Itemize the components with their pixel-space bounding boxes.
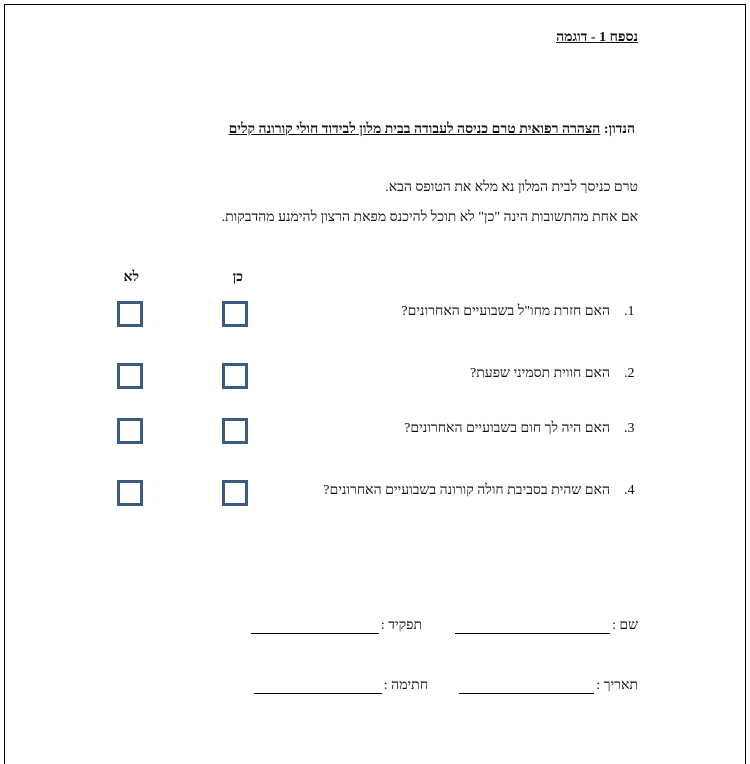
no-checkbox-1[interactable] [117,301,143,327]
date-label: תאריך : [596,678,638,693]
question-text: האם חווית תסמיני שפעת? [470,366,610,381]
question-number: 4. [624,483,635,498]
question-3 [404,421,638,437]
yes-checkbox-3[interactable] [222,418,248,444]
subject-label: הנדון: [603,122,635,137]
yes-checkbox-4[interactable] [222,480,248,506]
no-checkbox-2[interactable] [117,363,143,389]
intro-line-2: אם אחת מהתשובות הינה "כן" לא תוכל להיכנס מפאת הרצון להימנע מהדבקות. [221,210,638,225]
yes-checkbox-2[interactable] [222,363,248,389]
date-field [459,678,638,694]
question-2 [470,366,638,382]
role-field [251,618,422,634]
question-text: האם היה לך חום בשבועיים האחרונים? [404,421,610,436]
question-number: 1. [624,304,635,319]
subject-line [229,122,635,138]
date-input-line[interactable] [459,679,594,694]
question-text: האם שהית בסביבת חולה קורונה בשבועיים האחרונים? [323,483,610,498]
question-1 [401,304,638,320]
role-input-line[interactable] [251,619,379,634]
yes-checkbox-1[interactable] [222,301,248,327]
document-page [4,4,746,764]
signature-label: חתימה : [383,678,428,693]
name-label: שם : [611,618,638,633]
appendix-title: נספח 1 - דוגמה [556,30,638,45]
no-checkbox-3[interactable] [117,418,143,444]
role-label: תפקיד : [380,618,422,633]
name-field [455,618,638,634]
subject-text: הצהרה רפואית טרם כניסה לעבודה בבית מלון לבידוד חולי קורונה קלים [228,122,601,137]
signature-input-line[interactable] [254,679,382,694]
name-input-line[interactable] [455,619,610,634]
question-number: 2. [624,366,635,381]
column-header-no: לא [123,270,139,285]
question-4 [323,483,638,499]
question-text: האם חזרת מחו"ל בשבועיים האחרונים? [401,304,610,319]
column-header-yes: כן [232,270,243,285]
intro-line-1: טרם כניסך לבית המלון נא מלא את הטופס הבא. [385,180,638,195]
signature-field [254,678,428,694]
question-number: 3. [624,421,635,436]
no-checkbox-4[interactable] [117,480,143,506]
